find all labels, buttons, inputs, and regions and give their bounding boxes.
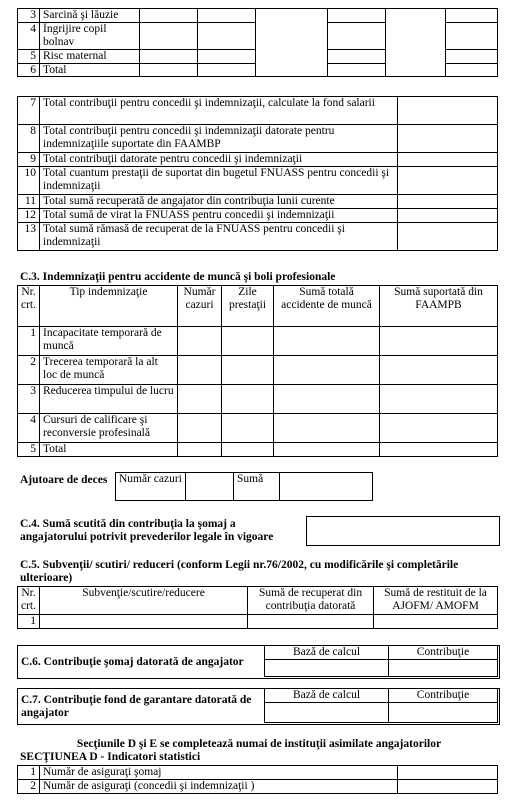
- row-label: Cursuri de calificare şi reconversie profesinală: [40, 414, 178, 443]
- row-number: 1: [18, 766, 40, 780]
- contributie-label: Contribuţie: [389, 689, 498, 703]
- row-label: Număr de asiguraţi şomaj: [40, 766, 398, 780]
- row-number: 12: [18, 209, 40, 223]
- row-number: 4: [18, 414, 40, 443]
- row-number: 13: [18, 223, 40, 251]
- row-label: Total sumă de virat la FNUASS pentru concedii şi indemnizaţii: [40, 209, 398, 223]
- row-label: Reducerea timpului de lucru: [40, 385, 178, 414]
- row-number: 11: [18, 195, 40, 209]
- c7-title: C.7. Contribuţie fond de garantare datorată de angajator: [21, 694, 252, 719]
- baza-value[interactable]: [265, 660, 389, 677]
- table-header-row: [18, 587, 498, 615]
- value-cell[interactable]: [398, 153, 498, 167]
- table-row: [18, 766, 498, 780]
- table-row: [18, 195, 498, 209]
- row-label: Total sumă rămasă de recuperat de la FNUASS pentru concedii şi indemnizaţii: [40, 223, 398, 251]
- row-number: 3: [18, 9, 40, 23]
- table-row: [18, 615, 498, 629]
- table-row: [18, 780, 498, 794]
- table-row: [18, 97, 498, 125]
- header-zile: Zile prestaţii: [222, 286, 274, 327]
- baza-label: Bază de calcul: [265, 646, 389, 660]
- section-de-note: Secţiunile D şi E se completează numai de instituţii asimilate angajatorilor: [76, 738, 442, 750]
- row-label: Total contribuţii datorate pentru concedii şi indemnizaţii: [40, 153, 398, 167]
- table-c7: [264, 688, 498, 723]
- c6-title: C.6. Contribuţie şomaj datorată de angajator: [21, 656, 244, 668]
- table-row: [18, 356, 498, 385]
- row-number: 4: [18, 23, 40, 50]
- row-number: 5: [18, 50, 40, 64]
- value-cell[interactable]: [398, 97, 498, 125]
- c4-value-box[interactable]: [306, 516, 500, 546]
- table-row: [18, 153, 498, 167]
- row-label: Total sumă recuperată de angajator din contribuţia lunii curente: [40, 195, 398, 209]
- row-number: 8: [18, 125, 40, 153]
- value-cell[interactable]: [398, 209, 498, 223]
- baza-label: Bază de calcul: [265, 689, 389, 703]
- table-row: [18, 327, 498, 356]
- value-cell[interactable]: [398, 195, 498, 209]
- row-label: Îngrijire copil bolnav: [40, 23, 140, 50]
- table-c3: [17, 285, 498, 457]
- contributie-value[interactable]: [389, 660, 498, 677]
- table-row: [18, 167, 498, 195]
- table-totals: [17, 96, 498, 251]
- header-numar: Număr cazuri: [178, 286, 222, 327]
- header-recuperat: Sumă de recuperat din contribuţia datorată: [248, 587, 374, 615]
- row-number: 3: [18, 385, 40, 414]
- header-suma-suportata: Sumă suportată din FAAMPB: [380, 286, 498, 327]
- table-row: [18, 385, 498, 414]
- row-label: Număr de asiguraţi (concedii şi indemnizaţii ): [40, 780, 398, 794]
- c5-title: C.5. Subvenţii/ scutiri/ reduceri (conform Legii nr.76/2002, cu modificările şi completările ulterioare): [20, 559, 459, 584]
- value-cell[interactable]: [398, 780, 498, 794]
- header-subventie: Subvenţie/scutire/reducere: [40, 587, 248, 615]
- c3-title: C.3. Indemnizaţii pentru accidente de muncă şi boli profesionale: [20, 271, 336, 283]
- table-ajutoare: [115, 472, 373, 501]
- row-label: Incapacitate temporară de muncă: [40, 327, 178, 356]
- table-row: [18, 125, 498, 153]
- row-label: Total: [40, 63, 140, 77]
- c4-title: C.4. Sumă scutită din contribuţia la şomaj a angajatorului potrivit prevederilor legale în vigoare: [20, 518, 274, 543]
- row-number: 2: [18, 780, 40, 794]
- row-number: 1: [18, 327, 40, 356]
- contributie-label: Contribuţie: [389, 646, 498, 660]
- row-number: 2: [18, 356, 40, 385]
- table-row: [18, 209, 498, 223]
- baza-value[interactable]: [265, 703, 389, 723]
- table-section-d: [17, 765, 498, 794]
- row-label: Risc maternal: [40, 50, 140, 64]
- suma-value[interactable]: [280, 473, 373, 501]
- numar-cazuri-label: Număr cazuri: [116, 473, 186, 501]
- table-row: [18, 223, 498, 251]
- table-header-row: [18, 286, 498, 327]
- numar-cazuri-value[interactable]: [186, 473, 234, 501]
- row-label: Total contribuţii pentru concedii şi indemnizaţii datorate pentru indemnizaţiile suportate din FAAMBP: [40, 125, 398, 153]
- header-nr: Nr. crt.: [18, 286, 40, 327]
- row-label: Trecerea temporară la alt loc de muncă: [40, 356, 178, 385]
- row-number: 5: [18, 443, 40, 457]
- row-label: Sarcină şi lăuzie: [40, 9, 140, 23]
- table-concedii-top: [17, 8, 498, 77]
- header-nr: Nr. crt.: [18, 587, 40, 615]
- value-cell[interactable]: [398, 223, 498, 251]
- table-row: [18, 414, 498, 443]
- row-number: 9: [18, 153, 40, 167]
- row-number: 1: [18, 615, 40, 629]
- contributie-value[interactable]: [389, 703, 498, 723]
- table-row: [18, 443, 498, 457]
- section-d-title: SECŢIUNEA D - Indicatori statistici: [20, 751, 201, 763]
- row-label: Total contribuţii pentru concedii şi indemnizaţii, calculate la fond salarii: [40, 97, 398, 125]
- row-label: Total: [40, 443, 178, 457]
- row-number: 6: [18, 63, 40, 77]
- value-cell[interactable]: [398, 167, 498, 195]
- ajutoare-title: Ajutoare de deces: [20, 474, 108, 486]
- header-restituit: Sumă de restituit de la AJOFM/ AMOFM: [374, 587, 498, 615]
- suma-label: Sumă: [234, 473, 280, 501]
- row-label: Total cuantum prestaţii de suportat din bugetul FNUASS pentru concedii şi indemnizaţii: [40, 167, 398, 195]
- table-row: [18, 9, 498, 23]
- header-tip: Tip indemnizaţie: [40, 286, 178, 327]
- value-cell[interactable]: [398, 125, 498, 153]
- table-c6: [264, 645, 498, 677]
- table-row: [116, 473, 373, 501]
- header-suma-totala: Sumă totală accidente de muncă: [274, 286, 380, 327]
- value-cell[interactable]: [398, 766, 498, 780]
- row-number: 7: [18, 97, 40, 125]
- table-c5: [17, 586, 498, 629]
- row-number: 10: [18, 167, 40, 195]
